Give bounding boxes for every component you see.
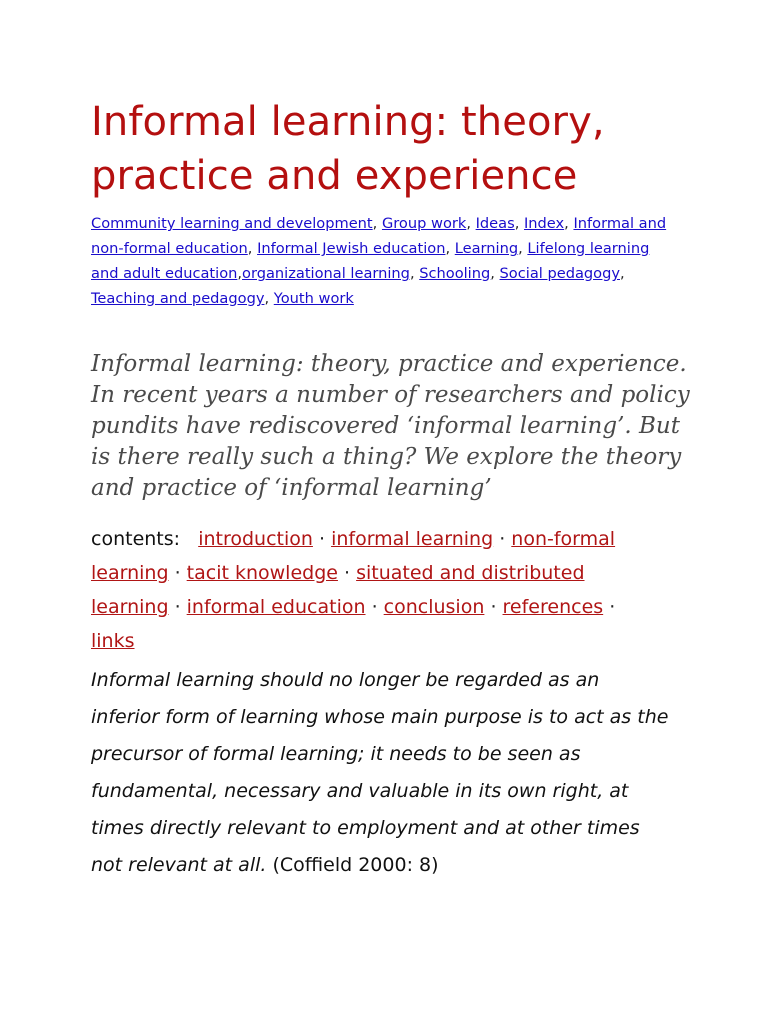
category-separator: , — [372, 215, 382, 232]
contents-separator: · — [344, 562, 351, 584]
contents-link[interactable]: non-formal learning — [91, 528, 616, 584]
category-separator: , — [466, 215, 476, 232]
category-separator: , — [264, 290, 274, 307]
page-title — [91, 95, 688, 203]
category-link[interactable]: Youth work — [273, 290, 354, 307]
contents-label: contents: — [91, 528, 181, 550]
contents-link[interactable]: conclusion — [383, 596, 485, 618]
category-link[interactable]: organizational learning — [242, 265, 410, 282]
block-quote — [91, 662, 671, 884]
category-link[interactable]: Schooling — [419, 265, 491, 282]
category-link[interactable]: Teaching and pedagogy — [91, 290, 265, 307]
category-link[interactable]: Lifelong learning and adult education — [91, 240, 650, 282]
contents-separator: · — [499, 528, 506, 550]
category-links — [91, 211, 681, 311]
contents-list — [91, 522, 651, 658]
category-separator: , — [237, 265, 243, 282]
category-separator: , — [514, 215, 524, 232]
contents-link[interactable]: introduction — [198, 528, 313, 550]
category-link[interactable]: Index — [523, 215, 565, 232]
category-link[interactable]: Group work — [381, 215, 467, 232]
category-link[interactable]: Informal and non-formal education — [91, 215, 667, 257]
category-link[interactable]: Learning — [454, 240, 519, 257]
contents-separator: · — [490, 596, 497, 618]
category-separator: , — [564, 215, 574, 232]
category-separator: , — [518, 240, 528, 257]
quote-text: Informal learning should no longer be regarded as an inferior form of learning whose main purpose is to act as the precursor of formal learning; it needs to be seen as fundamental, necessary and valuable in its own right, at times directly relevant to employment and at other times not relevant at all. — [91, 669, 669, 876]
contents-link[interactable]: links — [91, 630, 135, 652]
category-link[interactable]: Ideas — [475, 215, 515, 232]
category-link[interactable]: Informal Jewish education — [257, 240, 446, 257]
category-link[interactable]: Social pedagogy — [499, 265, 620, 282]
contents-separator: · — [371, 596, 378, 618]
page-title-line-2: practice and experience — [91, 153, 578, 199]
category-separator: , — [409, 265, 420, 282]
contents-link[interactable]: tacit knowledge — [186, 562, 338, 584]
quote-citation: (Coffield 2000: 8) — [272, 854, 439, 876]
contents-separator: · — [318, 528, 326, 550]
category-separator: , — [247, 240, 258, 257]
contents-link[interactable]: references — [502, 596, 604, 618]
category-link[interactable]: Community learning and development — [91, 215, 373, 232]
category-separator: , — [445, 240, 455, 257]
contents-link[interactable]: informal learning — [331, 528, 494, 550]
category-separator: , — [490, 265, 500, 282]
category-separator: , — [620, 265, 625, 282]
lead-paragraph: Informal learning: theory, practice and experience. In recent years a number of researchers and policy pundits have rediscovered ‘informal learning’. But is there really such a thing? We explore the theory and practice of ‘informal learning’ — [91, 351, 690, 501]
page-title-line-1: Informal learning: theory, — [91, 99, 605, 145]
contents-separator: · — [174, 596, 181, 618]
contents-separator: · — [174, 562, 181, 584]
contents-separator: · — [609, 596, 616, 618]
contents-link[interactable]: situated and distributed learning — [91, 562, 585, 618]
contents-link[interactable]: informal education — [186, 596, 366, 618]
